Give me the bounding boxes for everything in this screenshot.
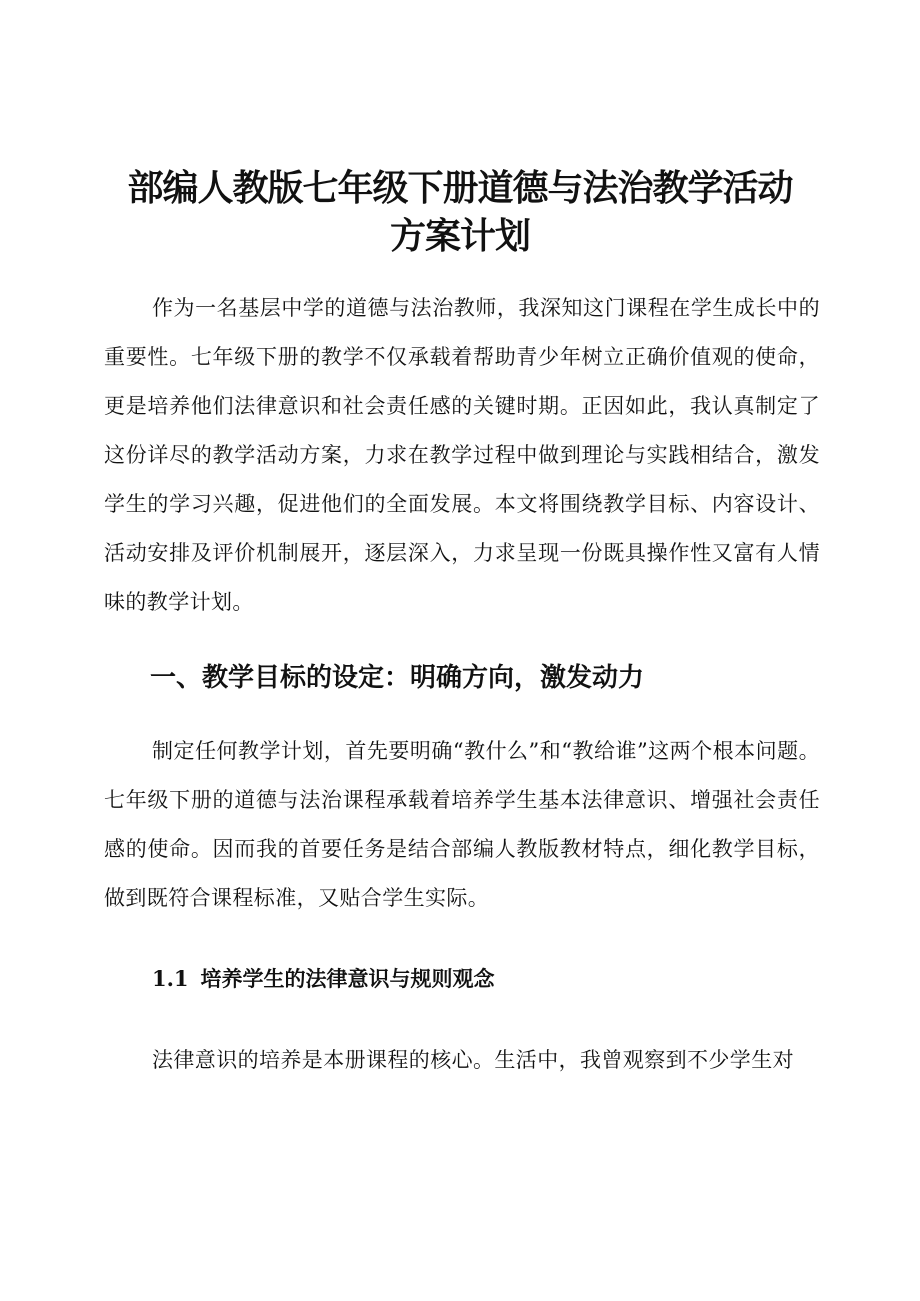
subsection-1-1-heading — [152, 964, 495, 994]
subsection-number: 1.1 — [152, 966, 189, 991]
subsection-1-1-paragraph: 法律意识的培养是本册课程的核心。生活中，我曾观察到不少学生对 — [152, 1048, 794, 1072]
intro-paragraph: 作为一名基层中学的道德与法治教师，我深知这门课程在学生成长中的重要性。七年级下册的教学不仅承载着帮助青少年树立正确价值观的使命，更是培养他们法律意识和社会责任感的关键时期。正因如此，我认真制定了这份详尽的教学活动方案，力求在教学过程中做到理论与实践相结合，激发学生的学习兴趣，促进他们的全面发展。本文将围绕教学目标、内容设计、活动安排及评价机制展开，逐层深入，力求呈现一份既具操作性又富有人情味的教学计划。 — [104, 296, 820, 614]
subsection-title: 培养学生的法律意识与规则观念 — [200, 967, 495, 991]
section-1-heading: 一、教学目标的设定：明确方向，激发动力 — [150, 663, 645, 693]
document-title-line-1: 部编人教版七年级下册道德与法治教学活动 — [127, 168, 793, 209]
section-1-paragraph: 制定任何教学计划，首先要明确“教什么”和“教给谁”这两个根本问题。七年级下册的道德与法治课程承载着培养学生基本法律意识、增强社会责任感的使命。因而我的首要任务是结合部编人教版教材特点，细化教学目标，做到既符合课程标准，又贴合学生实际。 — [104, 739, 820, 910]
document-title-line-2: 方案计划 — [389, 216, 530, 257]
